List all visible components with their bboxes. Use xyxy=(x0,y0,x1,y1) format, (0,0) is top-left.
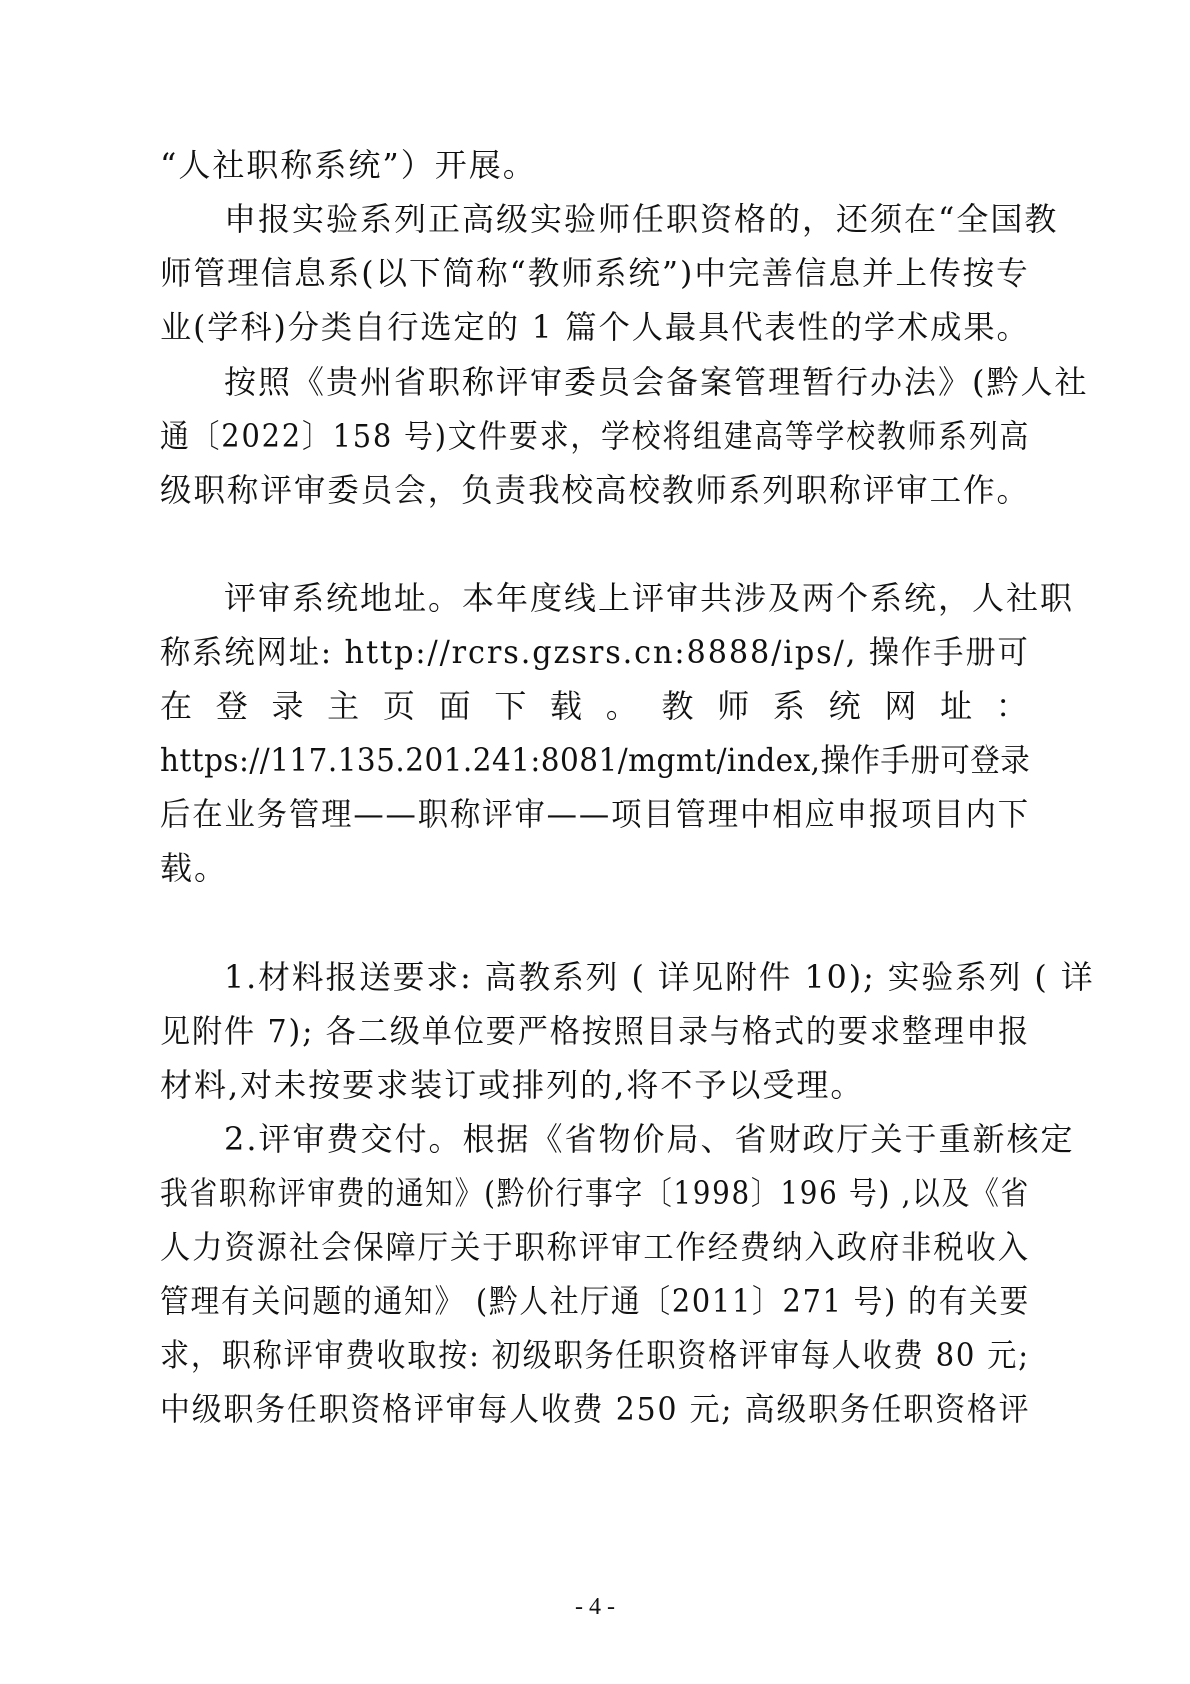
paragraph-6-line-5: 求，职称评审费收取按: 初级职务任职资格评审每人收费 80 元; xyxy=(160,1336,1030,1374)
word: 面 xyxy=(438,687,473,725)
paragraph-6-line-1: 2.评审费交付。根据《省物价局、省财政厅关于重新核定 xyxy=(224,1120,1075,1158)
word: 系 xyxy=(772,687,807,725)
paragraph-3-line-2: 通〔2022〕158 号)文件要求，学校将组建高等学校教师系列高 xyxy=(160,417,1031,455)
word: ： xyxy=(995,687,1030,725)
paragraph-3-line-3: 级职称评审委员会，负责我校高校教师系列职称评审工作。 xyxy=(160,471,1031,509)
word: 录 xyxy=(271,687,306,725)
paragraph-4-line-5: 后在业务管理——职称评审——项目管理中相应申报项目内下 xyxy=(160,795,1031,833)
paragraph-4-line-4: https://117.135.201.241:8081/mgmt/index,操作手册可登录 xyxy=(160,741,1031,779)
word: 页 xyxy=(382,687,417,725)
paragraph-5-line-3: 材料,对未按要求装订或排列的,将不予以受理。 xyxy=(160,1066,865,1104)
word: 登 xyxy=(215,687,250,725)
paragraph-5-line-1: 1.材料报送要求: 高教系列 ( 详见附件 10); 实验系列 ( 详 xyxy=(224,958,1095,996)
paragraph-2-line-3: 业(学科)分类自行选定的 1 篇个人最具代表性的学术成果。 xyxy=(160,308,1030,346)
word: 统 xyxy=(828,687,863,725)
paragraph-2-line-2: 师管理信息系(以下简称“教师系统”)中完善信息并上传按专 xyxy=(160,254,1030,292)
word: 教 xyxy=(661,687,696,725)
word: 师 xyxy=(717,687,752,725)
paragraph-6-line-6: 中级职务任职资格评审每人收费 250 元; 高级职务任职资格评 xyxy=(160,1390,1031,1428)
word: 网 xyxy=(884,687,919,725)
paragraph-4-line-6: 载。 xyxy=(160,849,229,887)
word: 载 xyxy=(550,687,585,725)
paragraph-6-line-3: 人力资源社会保障厅关于职称评审工作经费纳入政府非税收入 xyxy=(160,1228,1031,1266)
word: 址 xyxy=(940,687,975,725)
paragraph-4-line-1: 评审系统地址。本年度线上评审共涉及两个系统，人社职 xyxy=(224,579,1075,617)
paragraph-6-line-4: 管理有关问题的通知》 (黔人社厅通〔2011〕271 号) 的有关要 xyxy=(160,1282,1031,1320)
paragraph-5-line-2: 见附件 7); 各二级单位要严格按照目录与格式的要求整理申报 xyxy=(160,1012,1030,1050)
word: 主 xyxy=(327,687,362,725)
paragraph-2-line-1: 申报实验系列正高级实验师任职资格的，还须在“全国教 xyxy=(224,200,1059,238)
page-number: - 4 - xyxy=(575,1594,615,1620)
paragraph-4-line-2: 称系统网址: http://rcrs.gzsrs.cn:8888/ips/, 操作手册可 xyxy=(160,633,1030,671)
paragraph-4-line-3 xyxy=(160,686,1030,726)
paragraph-6-line-2: 我省职称评审费的通知》(黔价行事字〔1998〕196 号) ,以及《省 xyxy=(160,1174,1031,1212)
paragraph-3-line-1: 按照《贵州省职称评审委员会备案管理暂行办法》(黔人社 xyxy=(224,363,1089,401)
word: 。 xyxy=(605,687,640,725)
paragraph-1-line-1: “人社职称系统”）开展。 xyxy=(160,146,537,184)
word: 下 xyxy=(494,687,529,725)
word: 在 xyxy=(160,687,195,725)
